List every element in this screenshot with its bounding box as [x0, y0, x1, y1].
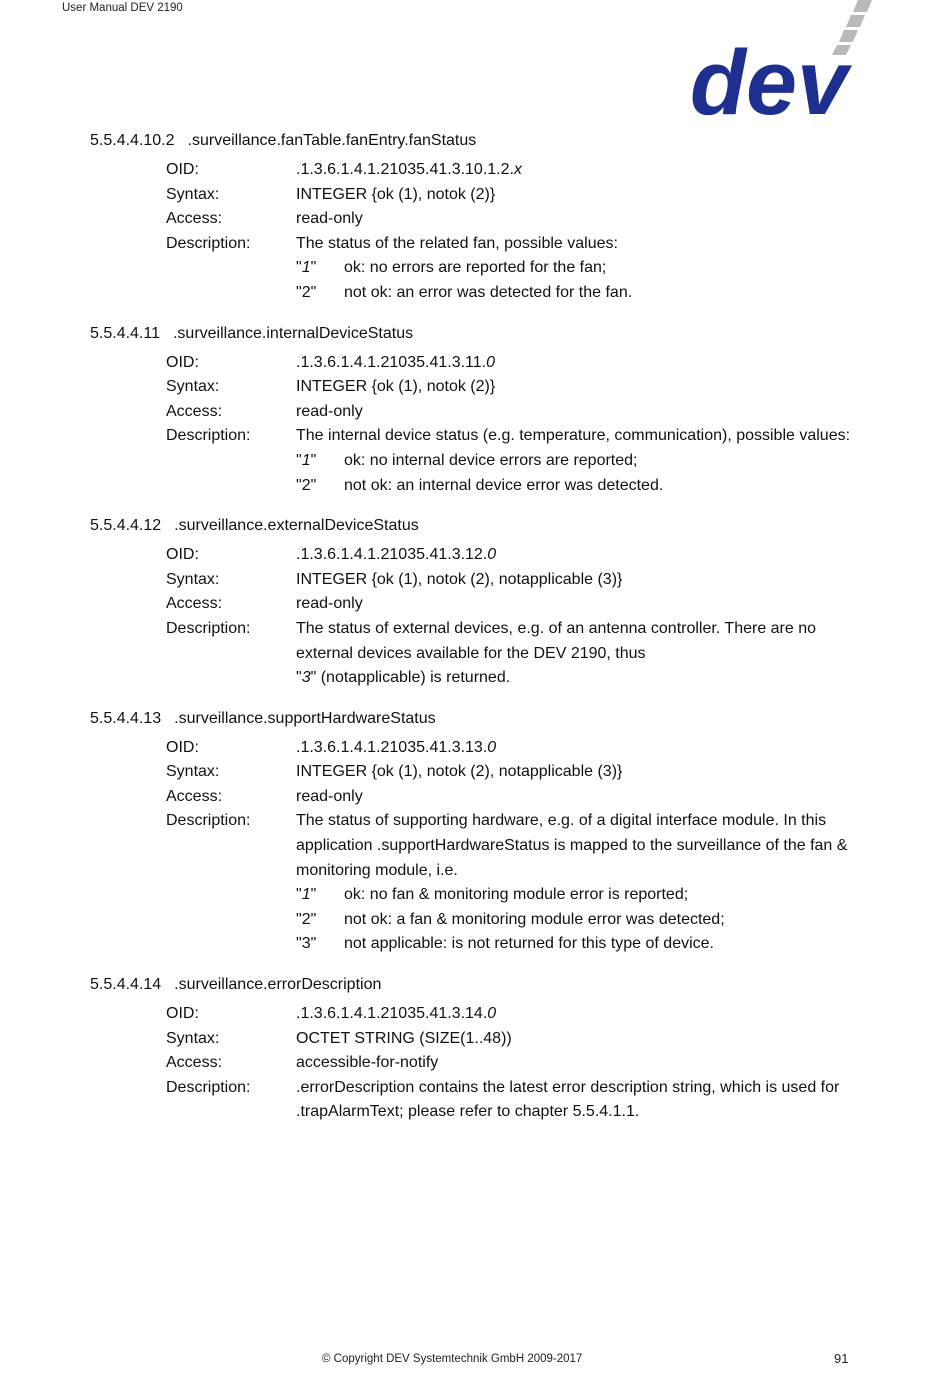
section-number: 5.5.4.4.14 — [90, 976, 162, 994]
syntax-value: INTEGER {ok (1), notok (2), notapplicable (3)} — [296, 763, 623, 781]
access-label: Access: — [166, 787, 223, 805]
description-text: The status of external devices, e.g. of an antenna controller. There are no external devices available for the DEV 2190, thus — [296, 619, 817, 662]
oid-section — [90, 708, 870, 957]
oid-index: 0 — [487, 1005, 497, 1023]
syntax-label: Syntax: — [166, 570, 220, 588]
section-number: 5.5.4.4.12 — [90, 517, 162, 535]
description-label: Description: — [166, 234, 251, 252]
section-heading — [90, 974, 870, 996]
description-text: .errorDescription contains the latest error description string, which is used for .trapAlarmText; please refer to chapter 5.5.4.1.1. — [296, 1078, 840, 1121]
section-object-name: .surveillance.supportHardwareStatus — [174, 709, 436, 727]
access-value: read-only — [296, 595, 363, 613]
description-label: Description: — [166, 619, 251, 637]
section-object-name: .surveillance.internalDeviceStatus — [172, 324, 414, 342]
syntax-label: Syntax: — [166, 763, 220, 781]
description-block — [296, 809, 870, 957]
section-number: 5.5.4.4.13 — [90, 709, 162, 727]
oid-section — [90, 323, 870, 499]
oid-index: 0 — [487, 546, 497, 564]
description-text: The status of supporting hardware, e.g. of a digital interface module. In this application .supportHardwareStatus is mapped to the surveillance of the fan & monitoring module, i.e. — [296, 812, 848, 879]
syntax-value: INTEGER {ok (1), notok (2)} — [296, 378, 496, 396]
value-item: "3" not applicable: is not returned for this type of device. — [296, 935, 714, 953]
oid-label: OID: — [166, 738, 199, 756]
description-text: The internal device status (e.g. temperature, communication), possible values: — [296, 427, 851, 445]
description-block — [296, 424, 870, 498]
value-item: "2" not ok: an error was detected for the fan. — [296, 283, 633, 301]
oid-label: OID: — [166, 546, 199, 564]
value-item: "1" ok: no fan & monitoring module error is reported; — [296, 886, 689, 904]
oid-value: .1.3.6.1.4.1.21035.41.3.10.1.2.x — [296, 161, 522, 178]
oid-label: OID: — [166, 161, 199, 178]
syntax-label: Syntax: — [166, 378, 220, 396]
description-block — [296, 232, 870, 306]
section-heading — [90, 323, 870, 345]
description-tail: "3" (notapplicable) is returned. — [296, 669, 511, 687]
section-number: 5.5.4.4.10.2 — [90, 132, 175, 149]
section-heading — [90, 130, 870, 152]
section-object-name: .surveillance.fanTable.fanEntry.fanStatus — [187, 132, 477, 149]
access-value: read-only — [296, 787, 363, 805]
section-object-name: .surveillance.externalDeviceStatus — [174, 517, 419, 535]
oid-label: OID: — [166, 353, 199, 371]
description-text: The status of the related fan, possible values: — [296, 234, 618, 252]
access-label: Access: — [166, 210, 223, 228]
access-value: read-only — [296, 210, 363, 228]
description-block — [296, 617, 870, 691]
access-value: read-only — [296, 402, 363, 420]
logo-wordmark: dev — [690, 32, 853, 122]
oid-value: .1.3.6.1.4.1.21035.41.3.14.0 — [296, 1005, 497, 1023]
section-heading — [90, 708, 870, 730]
oid-index: 0 — [487, 738, 497, 756]
syntax-value: INTEGER {ok (1), notok (2), notapplicable (3)} — [296, 570, 623, 588]
section-heading — [90, 515, 870, 537]
access-value: accessible-for-notify — [296, 1054, 439, 1072]
dev-logo — [688, 0, 878, 122]
oid-value: .1.3.6.1.4.1.21035.41.3.13.0 — [296, 738, 497, 756]
page-number: 91 — [834, 1351, 849, 1366]
access-label: Access: — [166, 402, 223, 420]
access-label: Access: — [166, 1054, 223, 1072]
description-label: Description: — [166, 427, 251, 445]
description-label: Description: — [166, 812, 251, 830]
page-header-title: User Manual DEV 2190 — [62, 2, 183, 14]
oid-section — [90, 130, 870, 306]
value-item: "1" ok: no errors are reported for the fan; — [296, 259, 607, 277]
description-label: Description: — [166, 1078, 251, 1096]
oid-index: x — [513, 161, 522, 178]
oid-section — [90, 515, 870, 691]
value-item: "2" not ok: a fan & monitoring module error was detected; — [296, 910, 725, 928]
document-body — [90, 130, 870, 1142]
footer-copyright: © Copyright DEV Systemtechnik GmbH 2009-2017 — [322, 1353, 583, 1365]
oid-label: OID: — [166, 1005, 199, 1023]
syntax-value: INTEGER {ok (1), notok (2)} — [296, 185, 496, 203]
section-object-name: .surveillance.errorDescription — [174, 976, 382, 994]
description-block — [296, 1076, 870, 1125]
oid-value: .1.3.6.1.4.1.21035.41.3.11.0 — [296, 353, 495, 371]
access-label: Access: — [166, 595, 223, 613]
syntax-label: Syntax: — [166, 185, 220, 203]
oid-value: .1.3.6.1.4.1.21035.41.3.12.0 — [296, 546, 497, 564]
syntax-value: OCTET STRING (SIZE(1..48)) — [296, 1029, 512, 1047]
section-number: 5.5.4.4.11 — [90, 324, 160, 342]
oid-section — [90, 974, 870, 1125]
oid-index: 0 — [486, 353, 495, 371]
value-item: "1" ok: no internal device errors are reported; — [296, 451, 638, 469]
value-item: "2" not ok: an internal device error was detected. — [296, 476, 664, 494]
syntax-label: Syntax: — [166, 1029, 220, 1047]
